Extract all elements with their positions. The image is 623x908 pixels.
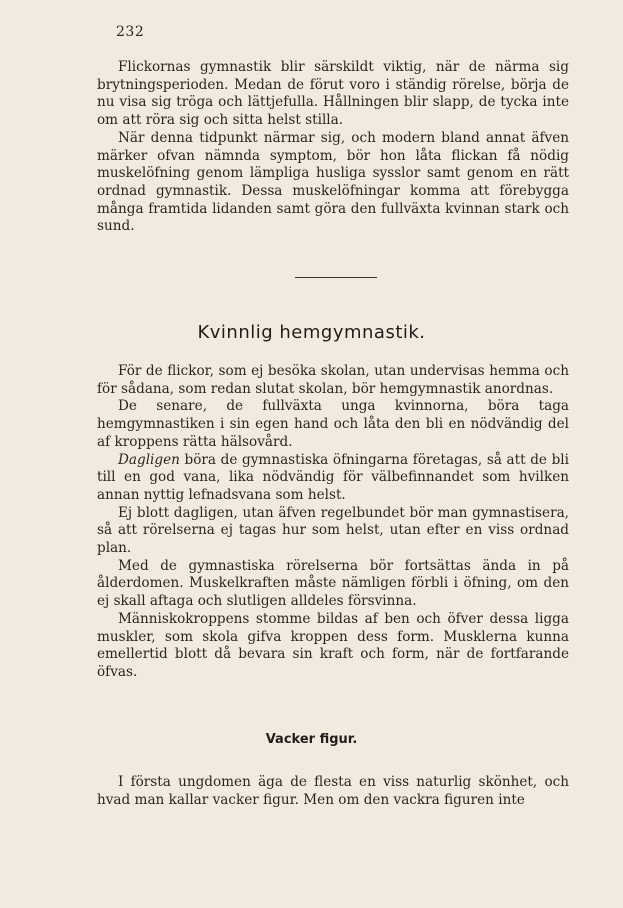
section-figure-text <box>97 774 569 809</box>
page-number: 232 <box>116 24 145 40</box>
paragraph-daily-rest: böra de gymnastiska öfningarna företagas, så att de bli till en god vana, lika nödvändig för välbefinnandet som hvilken annan nyttig lefnadsvana som helst. <box>97 451 569 503</box>
section-home-gymnastics-text <box>97 363 569 682</box>
section-intro-text <box>97 59 569 236</box>
paragraph: De senare, de fullväxta unga kvinnorna, böra taga hemgymnastiken i sin egen hand och låta den bli en nödvändig del af kroppens rätta hälsovård. <box>97 398 569 450</box>
paragraph: Ej blott dagligen, utan äfven regelbundet bör man gymnastisera, så att rörelserna ej tagas hur som helst, utan efter en viss ordnad plan. <box>97 504 569 557</box>
section-heading: Kvinnlig hemgymnastik. <box>197 322 426 343</box>
paragraph: Människokroppens stomme bildas af ben och öfver dessa ligga muskler, som skola gifva kroppen dess form. Musklerna kunna emellertid blott då bevara sin kraft och form, när de fortfarande öfvas. <box>97 610 569 680</box>
paragraph-daily <box>97 452 569 505</box>
paragraph: När denna tidpunkt närmar sig, och modern bland annat äfven märker ofvan nämnda symptom, bör hon låta flickan få nödig muskelöfning genom lämpliga husliga sysslor samt genom en rätt ordnad gymnastik. Dessa muskelöfningar komma att förebygga många framtida lidanden samt göra den fullväxta kvinnan stark och sund. <box>97 129 569 235</box>
section-divider <box>295 277 377 278</box>
paragraph: För de flickor, som ej besöka skolan, utan undervisas hemma och för sådana, som redan slutat skolan, bör hemgymnastik anordnas. <box>97 363 569 397</box>
emphasized-word: Dagligen <box>118 451 180 468</box>
subsection-heading: Vacker figur. <box>265 732 358 747</box>
paragraph: Med de gymnastiska rörelserna bör fortsättas ända in på ålderdomen. Muskelkraften måste nämligen förbli i öfning, om den ej skall aftaga och slutligen alldeles försvinna. <box>97 557 569 610</box>
paragraph: Flickornas gymnastik blir särskildt viktig, när de närma sig brytningsperioden. Medan de förut voro i ständig rörelse, börja de nu visa sig tröga och lättjefulla. Hållningen blir slapp, de tycka inte om att röra sig och sitta helst stilla. <box>97 59 569 129</box>
paragraph: I första ungdomen äga de flesta en viss naturlig skönhet, och hvad man kallar vacker figur. Men om den vackra figuren inte <box>97 774 569 808</box>
